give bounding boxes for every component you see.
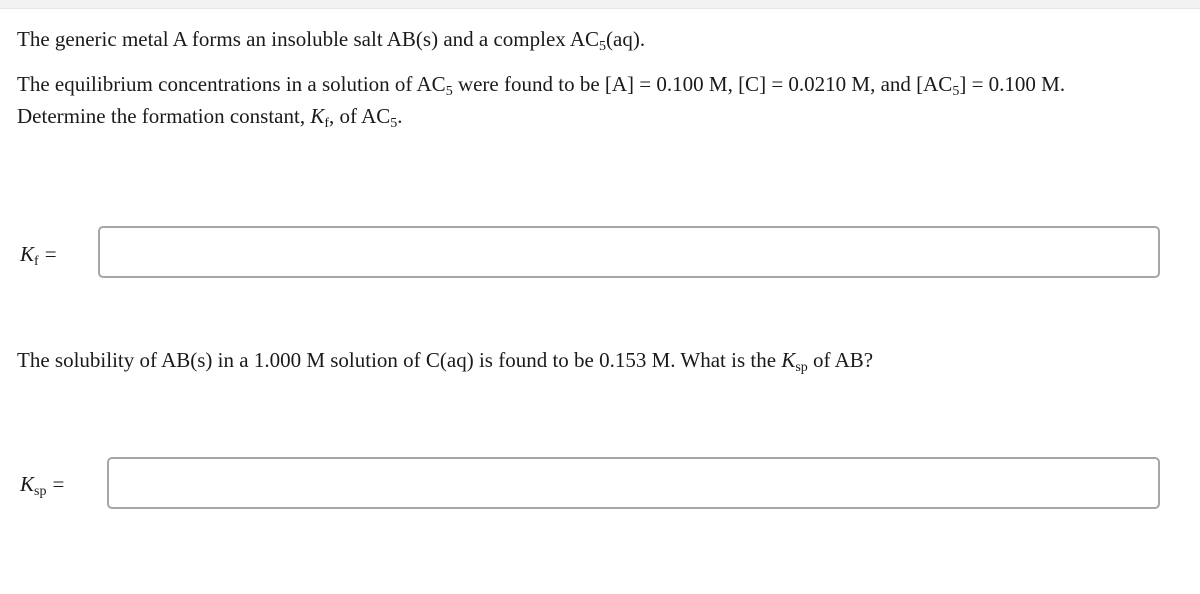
equals-sign: = <box>52 472 65 496</box>
subscript: sp <box>34 484 47 499</box>
question-2-text <box>17 344 873 376</box>
text-segment: Determine the formation constant, <box>17 104 311 128</box>
top-bar <box>0 0 1200 9</box>
subscript: 5 <box>599 39 607 54</box>
equals-sign: = <box>639 72 652 96</box>
question-1-prompt <box>17 100 403 132</box>
text-segment: 0.0210 M, and [AC <box>783 72 953 96</box>
kf-answer-label <box>20 242 63 267</box>
italic-k: K <box>20 472 35 496</box>
italic-k: K <box>310 104 325 128</box>
subscript: 5 <box>952 84 960 99</box>
ksp-answer-input[interactable] <box>107 457 1160 509</box>
text-segment: 0.100 M. <box>983 72 1066 96</box>
equals-sign: = <box>771 72 784 96</box>
ksp-answer-label <box>20 472 70 497</box>
equals-sign: = <box>971 72 984 96</box>
question-1-intro <box>17 23 645 55</box>
text-segment: The solubility of AB(s) in a 1.000 M solution of C(aq) is found to be 0.153 M. What is the <box>17 348 782 372</box>
italic-k: K <box>20 242 35 266</box>
text-segment: ] <box>959 72 972 96</box>
subscript: f <box>324 116 330 131</box>
kf-answer-input[interactable] <box>98 226 1160 278</box>
text-segment: were found to be [A] <box>452 72 640 96</box>
italic-k: K <box>781 348 796 372</box>
text-segment: 0.100 M, [C] <box>651 72 772 96</box>
subscript: f <box>34 254 39 269</box>
text-segment: The equilibrium concentrations in a solution of AC <box>17 72 446 96</box>
subscript: 5 <box>390 116 398 131</box>
text-segment: The generic metal A forms an insoluble salt AB(s) and a complex AC <box>17 27 600 51</box>
text-segment: . <box>397 104 403 128</box>
question-1-concentrations <box>17 68 1065 100</box>
subscript: sp <box>795 360 808 375</box>
text-segment: , of AC <box>329 104 391 128</box>
text-segment: of AB? <box>807 348 874 372</box>
text-segment: (aq). <box>606 27 646 51</box>
subscript: 5 <box>445 84 453 99</box>
equals-sign: = <box>44 242 57 266</box>
